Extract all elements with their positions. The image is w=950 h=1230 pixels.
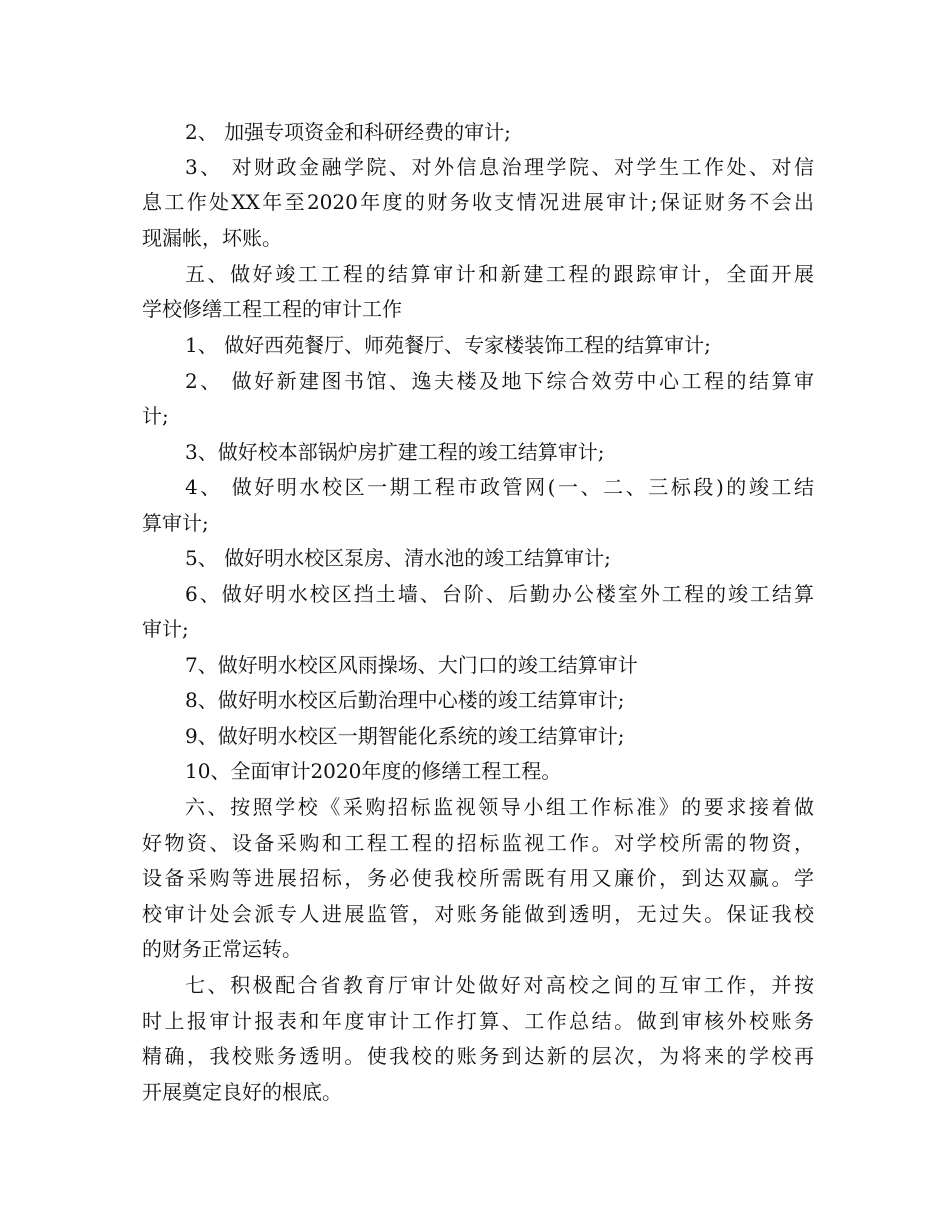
paragraph-line: 3、做好校本部锅炉房扩建工程的竣工结算审计;	[185, 440, 605, 464]
paragraph-line: 3、 对财政金融学院、对外信息治理学院、对学生工作处、对信	[185, 155, 814, 179]
paragraph-line: 开展奠定良好的根底。	[142, 1080, 342, 1104]
paragraph-line: 息工作处XX年至2020年度的财务收支情况进展审计;保证财务不会出	[142, 190, 814, 214]
paragraph-line: 现漏帐，坏账。	[142, 226, 282, 250]
paragraph-line: 2、 加强专项资金和科研经费的审计;	[185, 120, 511, 144]
paragraph-line: 2、 做好新建图书馆、逸夫楼及地下综合效劳中心工程的结算审	[185, 369, 814, 393]
paragraph-line: 精确，我校账务透明。使我校的账务到达新的层次，为将来的学校再	[142, 1044, 814, 1068]
paragraph-line: 七、积极配合省教育厅审计处做好对高校之间的互审工作，并按	[185, 973, 814, 997]
paragraph-line: 5、 做好明水校区泵房、清水池的竣工结算审计;	[185, 546, 611, 570]
paragraph-line: 的财务正常运转。	[142, 937, 302, 961]
paragraph-line: 学校修缮工程工程的审计工作	[142, 297, 402, 321]
paragraph-line: 4、 做好明水校区一期工程市政管网(一、二、三标段)的竣工结	[185, 475, 814, 499]
paragraph-line: 好物资、设备采购和工程工程的招标监视工作。对学校所需的物资，	[142, 831, 814, 855]
paragraph-line: 8、做好明水校区后勤治理中心楼的竣工结算审计;	[185, 688, 625, 712]
paragraph-line: 审计;	[142, 617, 189, 641]
paragraph-line: 校审计处会派专人进展监管，对账务能做到透明，无过失。保证我校	[142, 902, 814, 926]
paragraph-line: 设备采购等进展招标，务必使我校所需既有用又廉价，到达双赢。学	[142, 866, 814, 890]
paragraph-line: 9、做好明水校区一期智能化系统的竣工结算审计;	[185, 724, 625, 748]
paragraph-line: 时上报审计报表和年度审计工作打算、工作总结。做到审核外校账务	[142, 1009, 814, 1033]
paragraph-line: 1、 做好西苑餐厅、师苑餐厅、专家楼装饰工程的结算审计;	[185, 333, 711, 357]
paragraph-line: 算审计;	[142, 511, 209, 535]
paragraph-line: 五、做好竣工工程的结算审计和新建工程的跟踪审计，全面开展	[185, 262, 814, 286]
paragraph-line: 计;	[142, 404, 169, 428]
paragraph-line: 6、做好明水校区挡土墙、台阶、后勤办公楼室外工程的竣工结算	[185, 582, 814, 606]
paragraph-line: 六、按照学校《采购招标监视领导小组工作标准》的要求接着做	[185, 795, 814, 819]
paragraph-line: 10、全面审计2020年度的修缮工程工程。	[185, 759, 562, 783]
paragraph-line: 7、做好明水校区风雨操场、大门口的竣工结算审计	[185, 653, 638, 677]
